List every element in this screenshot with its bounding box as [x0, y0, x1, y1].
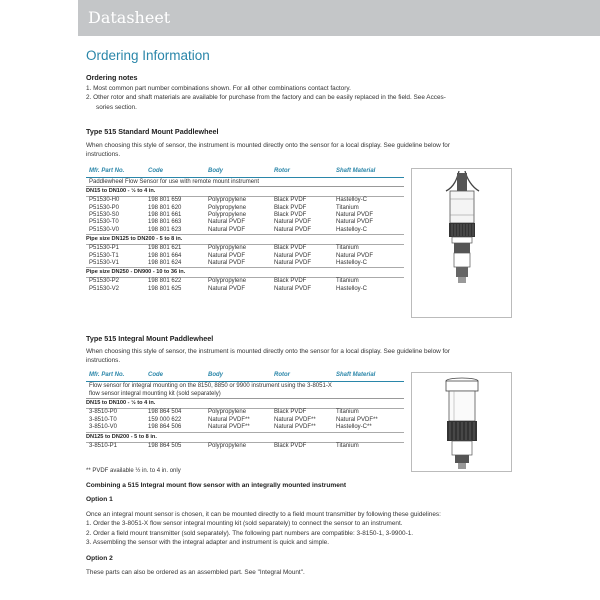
part-no-cell: P51530-V2: [89, 285, 120, 292]
body-cell: Polypropylene: [208, 409, 247, 416]
part-no-cell: 3-8510-V0: [89, 424, 118, 431]
rotor-cell: Black PVDF: [274, 204, 307, 211]
code-cell: 198 801 664: [148, 252, 182, 259]
table-row: [86, 253, 404, 260]
col-body: Body: [208, 372, 223, 378]
part-no-cell: P51530-V1: [89, 259, 120, 266]
banner-title: Datasheet: [88, 8, 171, 27]
table-row: [86, 443, 404, 450]
table-row: [86, 417, 404, 424]
integral-mount-heading: Type 515 Integral Mount Paddlewheel: [86, 334, 214, 343]
datasheet-banner: [78, 0, 600, 36]
option1-line: 3. Assembling the sensor with the integral adapter and instrument is quick and simple.: [86, 539, 329, 547]
col-code: Code: [148, 168, 163, 174]
note-line: sories section.: [96, 103, 137, 111]
part-no-cell: P51530-P0: [89, 204, 120, 211]
shaft-cell: Hastelloy-C: [336, 259, 368, 266]
intro-line: When choosing this style of sensor, the instrument is mounted directly onto the sensor for a local display. See guideline below for: [86, 348, 450, 355]
shaft-cell: Titanium: [336, 204, 359, 211]
standard-mount-table: [86, 168, 404, 293]
body-cell: Polypropylene: [208, 204, 247, 211]
shaft-cell: Hastelloy-C: [336, 285, 368, 292]
rotor-cell: Black PVDF: [274, 245, 307, 252]
code-cell: 198 801 620: [148, 204, 182, 211]
body-cell: Natural PVDF: [208, 219, 246, 226]
table-body: [86, 197, 404, 234]
col-code: Code: [148, 372, 163, 378]
shaft-cell: Hastelloy-C: [336, 197, 368, 204]
table-row: [86, 205, 404, 212]
option1-body: [86, 510, 526, 548]
integral-sensor-image: [411, 372, 512, 472]
shaft-cell: Titanium: [336, 442, 359, 449]
part-no-cell: P51530-S0: [89, 211, 120, 218]
option2-heading: Option 2: [86, 555, 113, 562]
table-body: [86, 245, 404, 267]
part-no-cell: 3-8510-P1: [89, 442, 118, 449]
code-cell: 198 864 504: [148, 409, 182, 416]
option1-heading: Option 1: [86, 496, 113, 503]
note-line: 1. Most common part number combinations shown. For all other combinations contact factory.: [86, 85, 351, 92]
col-shaft: Shaft Material: [336, 168, 376, 174]
table-description: Paddlewheel Flow Sensor for use with remote mount instrument: [86, 178, 404, 187]
table-row: [86, 212, 404, 219]
part-no-cell: P51530-P1: [89, 245, 120, 252]
table-body: [86, 409, 404, 431]
body-cell: Natural PVDF: [208, 252, 246, 259]
rotor-cell: Black PVDF: [274, 211, 307, 218]
intro-line: instructions.: [86, 357, 121, 365]
code-cell: 198 801 622: [148, 278, 182, 285]
option1-line: 2. Order a field mount transmitter (sold separately). The following part numbers are compatible: 3-8150-1, 3-9900-1.: [86, 529, 414, 537]
shaft-cell: Hastelloy-C**: [336, 424, 372, 431]
section-title: Pipe size DN125 to DN200 - 5 to 8 in.: [86, 234, 404, 245]
body-cell: Polypropylene: [208, 211, 247, 218]
ordering-notes-heading: Ordering notes: [86, 73, 138, 82]
option2-body: These parts can also be ordered as an assembled part. See "Integral Mount".: [86, 569, 305, 576]
integral-sensor-illustration: [412, 373, 512, 472]
shaft-cell: Hastelloy-C: [336, 226, 368, 233]
table-header: [86, 372, 404, 382]
section-title: DN15 to DN100 - ½ to 4 in.: [86, 399, 404, 409]
integral-mount-table: [86, 372, 404, 450]
section-title: DN125 to DN200 - 5 to 8 in.: [86, 432, 404, 443]
rotor-cell: Natural PVDF: [274, 226, 312, 233]
rotor-cell: Natural PVDF: [274, 285, 312, 292]
part-no-cell: 3-8510-P0: [89, 409, 118, 416]
body-cell: Polypropylene: [208, 278, 247, 285]
rotor-cell: Black PVDF: [274, 197, 307, 204]
code-cell: 198 864 505: [148, 442, 182, 449]
option1-line: 1. Order the 3-8051-X flow sensor integral mounting kit (sold separately) to connect the sensor to an instrument.: [86, 520, 403, 528]
body-cell: Natural PVDF: [208, 285, 246, 292]
standard-mount-heading: Type 515 Standard Mount Paddlewheel: [86, 127, 219, 136]
rotor-cell: Black PVDF: [274, 409, 307, 416]
col-body: Body: [208, 168, 223, 174]
code-cell: 198 801 661: [148, 211, 182, 218]
table-header: [86, 168, 404, 178]
page-title: Ordering Information: [86, 48, 210, 63]
ordering-notes-list: [86, 84, 526, 112]
code-cell: 198 864 506: [148, 424, 182, 431]
table-body: [86, 278, 404, 293]
shaft-cell: Titanium: [336, 245, 359, 252]
intro-line: When choosing this style of sensor, the instrument is mounted directly onto the sensor for a local display. See guideline below for: [86, 142, 450, 149]
integral-intro: [86, 347, 516, 366]
table-row: [86, 278, 404, 285]
part-no-cell: 3-8510-T0: [89, 416, 117, 423]
shaft-cell: Titanium: [336, 278, 359, 285]
shaft-cell: Natural PVDF**: [336, 416, 378, 423]
table-row: [86, 245, 404, 252]
table-row: [86, 286, 404, 293]
standard-sensor-illustration: [412, 169, 512, 318]
body-cell: Natural PVDF: [208, 259, 246, 266]
col-rotor: Rotor: [274, 372, 290, 378]
part-no-cell: P51530-H0: [89, 197, 120, 204]
table-row: [86, 197, 404, 204]
code-cell: 198 801 625: [148, 285, 182, 292]
rotor-cell: Natural PVDF: [274, 252, 312, 259]
desc-line: Flow sensor for integral mounting on the 8150, 8850 or 9900 instrument using the 3-8051-X: [89, 383, 332, 389]
shaft-cell: Natural PVDF: [336, 211, 374, 218]
section-title: Pipe size DN250 - DN900 - 10 to 36 in.: [86, 267, 404, 278]
rotor-cell: Black PVDF: [274, 442, 307, 449]
col-shaft: Shaft Material: [336, 372, 376, 378]
rotor-cell: Black PVDF: [274, 278, 307, 285]
intro-line: instructions.: [86, 151, 121, 159]
section-title: DN15 to DN100 - ½ to 4 in.: [86, 187, 404, 197]
desc-line: flow sensor integral mounting kit (sold separately): [89, 391, 221, 398]
part-no-cell: P51530-V0: [89, 226, 120, 233]
body-cell: Polypropylene: [208, 245, 247, 252]
part-no-cell: P51530-T1: [89, 252, 119, 259]
code-cell: 198 801 663: [148, 219, 182, 226]
code-cell: 198 801 623: [148, 226, 182, 233]
col-part-no: Mfr. Part No.: [89, 168, 125, 174]
standard-sensor-image: [411, 168, 512, 318]
col-rotor: Rotor: [274, 168, 290, 174]
code-cell: 159 000 622: [148, 416, 182, 423]
rotor-cell: Natural PVDF**: [274, 416, 316, 423]
body-cell: Natural PVDF**: [208, 424, 250, 431]
table-description: [86, 382, 404, 399]
table-body: [86, 443, 404, 450]
shaft-cell: Titanium: [336, 409, 359, 416]
col-part-no: Mfr. Part No.: [89, 372, 125, 378]
rotor-cell: Natural PVDF: [274, 259, 312, 266]
shaft-cell: Natural PVDF: [336, 219, 374, 226]
body-cell: Polypropylene: [208, 442, 247, 449]
rotor-cell: Natural PVDF**: [274, 424, 316, 431]
code-cell: 198 801 621: [148, 245, 182, 252]
part-no-cell: P51530-P2: [89, 278, 120, 285]
body-cell: Polypropylene: [208, 197, 247, 204]
table-row: [86, 227, 404, 234]
code-cell: 198 801 624: [148, 259, 182, 266]
combining-heading: Combining a 515 Integral mount flow sensor with an integrally mounted instrument: [86, 482, 347, 489]
part-no-cell: P51530-T0: [89, 219, 119, 226]
body-cell: Natural PVDF**: [208, 416, 250, 423]
table-row: [86, 409, 404, 416]
table-row: [86, 219, 404, 226]
body-cell: Natural PVDF: [208, 226, 246, 233]
standard-intro: [86, 141, 516, 160]
option1-line: Once an integral mount sensor is chosen, it can be mounted directly to a field mount transmitter by following these guidelines:: [86, 511, 441, 518]
table-row: [86, 260, 404, 267]
pvdf-footnote: ** PVDF available ½ in. to 4 in. only: [86, 468, 181, 474]
note-line: 2. Other rotor and shaft materials are available for purchase from the factory and can be easily replaced in the field. See Acces-: [86, 94, 446, 102]
shaft-cell: Natural PVDF: [336, 252, 374, 259]
code-cell: 198 801 659: [148, 197, 182, 204]
rotor-cell: Natural PVDF: [274, 219, 312, 226]
table-row: [86, 424, 404, 431]
